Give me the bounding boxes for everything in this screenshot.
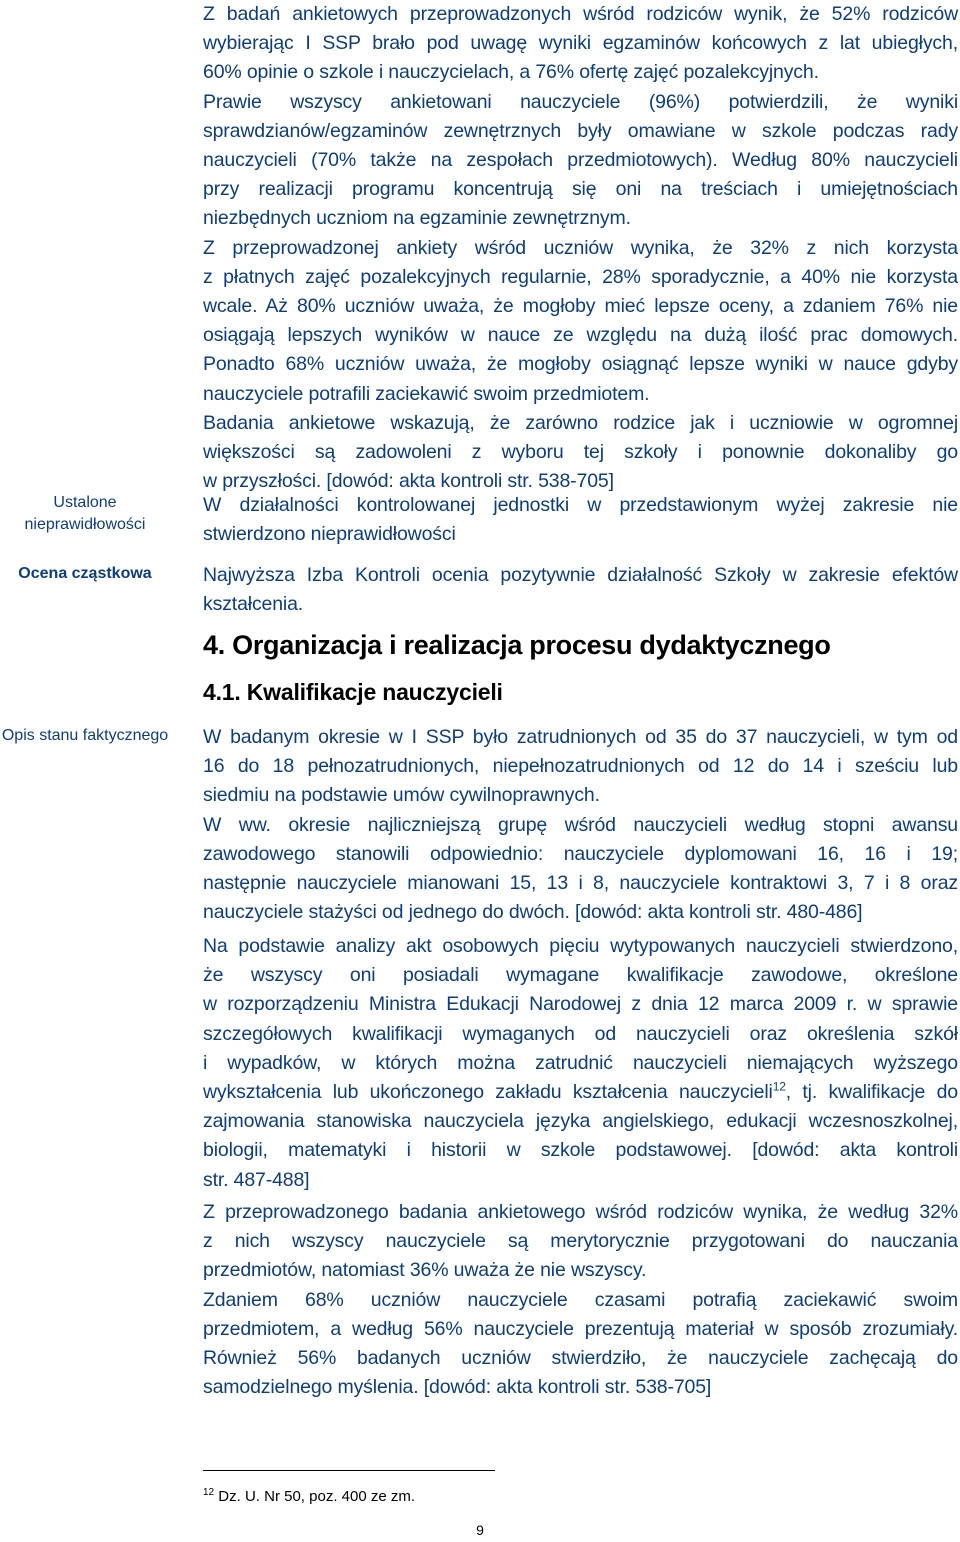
footnote: [203, 1488, 415, 1505]
text-line: samodzielnego myślenia. [dowód: akta kontroli str. 538-705]: [203, 1376, 712, 1399]
footnote-text: Dz. U. Nr 50, poz. 400 ze zm.: [214, 1488, 416, 1505]
text-line: str. 487-488]: [203, 1168, 310, 1191]
margin-irregularities-label: Ustalone nieprawidłowości: [24, 494, 146, 533]
text-line: 60% opinie o szkole i nauczycielach, a 76% ofertę zajęć pozalekcyjnych.: [203, 61, 819, 84]
irregularities-paragraph: [203, 491, 958, 549]
text-line: większości są zadowoleni z wyboru tej szkoły i ponownie dokonaliby go: [203, 441, 958, 464]
text-line: Najwyższa Izba Kontroli ocenia pozytywnie działalność Szkoły w zakresie efektów: [203, 564, 958, 586]
text-line: stwierdzono nieprawidłowości: [203, 523, 456, 546]
text-line: Prawie wszyscy ankietowani nauczyciele (96%) potwierdzili, że wyniki: [203, 90, 958, 113]
text-line: przedmiotów, natomiast 36% uważa że nie wszyscy.: [203, 1259, 647, 1282]
text-line: w przyszłości. [dowód: akta kontroli str. 538-705]: [203, 470, 614, 493]
text-fragment: , tj. kwalifikacje do: [785, 1081, 958, 1104]
text-line: W ww. okresie najliczniejszą grupę wśród nauczycieli według stopni awansu: [203, 813, 958, 836]
section-heading: 4. Organizacja i realizacja procesu dydaktycznego: [203, 630, 831, 660]
text-line: Z badań ankietowych przeprowadzonych wśród rodziców wynik, że 52% rodziców: [203, 3, 958, 25]
footnote-reference: 12: [772, 1079, 786, 1094]
text-line: Zdaniem 68% uczniów nauczyciele czasami potrafią zaciekawić swoim: [203, 1288, 958, 1311]
text-line: siedmiu na podstawie umów cywilnoprawnych.: [203, 784, 600, 807]
text-line: następnie nauczyciele mianowani 15, 13 i 8, nauczyciele kontraktowi 3, 7 i 8 oraz: [203, 872, 958, 895]
staff-count-paragraph: [203, 723, 958, 927]
page-number: 9: [476, 1522, 484, 1538]
text-line: wybierając I SSP brało pod uwagę wyniki egzaminów końcowych z lat ubiegłych,: [203, 32, 958, 55]
margin-partial-rating-label: Ocena cząstkowa: [18, 565, 152, 582]
text-line: biologii, matematyki i historii w szkole podstawowej. [dowód: akta kontroli: [203, 1139, 958, 1162]
partial-rating-paragraph: [203, 561, 958, 619]
text-line: z płatnych zajęć pozalekcyjnych regularnie, 28% sporadycznie, a 40% nie korzysta: [203, 265, 958, 288]
text-line: Badania ankietowe wskazują, że zarówno rodzice jak i uczniowie w ogromnej: [203, 411, 958, 434]
text-line: W badanym okresie w I SSP było zatrudnionych od 35 do 37 nauczycieli, w tym od: [203, 726, 958, 748]
text-line: przedmiotem, a według 56% nauczyciele prezentują materiał w sposób zrozumiały.: [203, 1317, 958, 1340]
qualifications-paragraph: [203, 932, 958, 1195]
subsection-heading: 4.1. Kwalifikacje nauczycieli: [203, 679, 503, 705]
text-line: nauczycieli (70% także na zespołach przedmiotowych). Według 80% nauczycieli: [203, 149, 958, 172]
text-line: osiągają lepszych wyników w nauce ze względu na dużą ilość prac domowych.: [203, 324, 958, 347]
text-fragment: wykształcenia lub ukończonego zakładu kształcenia nauczycieli: [203, 1081, 773, 1104]
text-line: [203, 1078, 958, 1107]
text-line: Również 56% badanych uczniów stwierdziło, że nauczyciele zachęcają do: [203, 1347, 958, 1370]
text-line: z nich wszyscy nauczyciele są merytorycznie przygotowani do nauczania: [203, 1230, 958, 1253]
text-line: zawodowego stanowili odpowiednio: nauczyciele dyplomowani 16, 16 i 19;: [203, 842, 958, 865]
survey-results-paragraph: [203, 0, 958, 496]
text-line: przy realizacji programu koncentrują się oni na treściach i umiejętnościach: [203, 178, 958, 201]
text-line: Z przeprowadzonego badania ankietowego wśród rodziców wynika, że według 32%: [203, 1201, 958, 1223]
text-line: Ponadto 68% uczniów uważa, że mogłoby osiągnąć lepsze wyniki w nauce gdyby: [203, 353, 958, 376]
survey-teachers-paragraph: [203, 1198, 958, 1402]
text-line: Na podstawie analizy akt osobowych pięciu wytypowanych nauczycieli stwierdzono,: [203, 935, 958, 957]
text-line: i wypadków, w których można zatrudnić nauczycieli niemających wyższego: [203, 1051, 958, 1074]
text-line: szczegółowych kwalifikacji wymaganych od nauczycieli oraz określenia szkół: [203, 1022, 958, 1045]
footnote-separator: [203, 1470, 495, 1471]
text-line: wcale. Aż 80% uczniów uważa, że mogłoby mieć lepsze oceny, a zdaniem 76% nie: [203, 295, 958, 318]
text-line: nauczyciele stażyści od jednego do dwóch. [dowód: akta kontroli str. 480-486]: [203, 901, 863, 924]
text-line: niezbędnych uczniom na egzaminie zewnętrznym.: [203, 207, 631, 230]
text-line: kształcenia.: [203, 593, 304, 616]
text-line: Z przeprowadzonej ankiety wśród uczniów wynika, że 32% z nich korzysta: [203, 236, 958, 259]
text-line: nauczyciele potrafili zaciekawić swoim przedmiotem.: [203, 382, 650, 405]
text-line: że wszyscy oni posiadali wymagane kwalifikacje zawodowe, określone: [203, 964, 958, 987]
text-line: sprawdzianów/egzaminów zewnętrznych były omawiane w szkole podczas rady: [203, 119, 958, 142]
text-line: zajmowania stanowiska nauczyciela języka angielskiego, edukacji wczesnoszkolnej,: [203, 1110, 958, 1133]
footnote-number: 12: [203, 1487, 215, 1498]
text-line: W działalności kontrolowanej jednostki w przedstawionym wyżej zakresie nie: [203, 494, 958, 516]
margin-state-description-label: Opis stanu faktycznego: [1, 727, 169, 744]
text-line: 16 do 18 pełnozatrudnionych, niepełnozatrudnionych od 12 do 14 i sześciu lub: [203, 755, 958, 778]
text-line: w rozporządzeniu Ministra Edukacji Narodowej z dnia 12 marca 2009 r. w sprawie: [203, 993, 958, 1016]
